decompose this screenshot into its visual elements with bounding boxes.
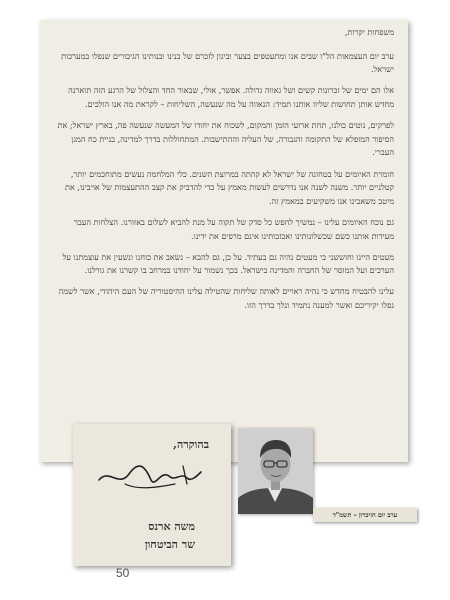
handwritten-signature [95,458,205,494]
letter-paragraph: לפרקים, נוטים כולנו, תחת ארועי הזמן והמקום, לשכוח את יחודו של המעשה שנעשה פה, בארץ ישראל; את הסיפור המופלא של התקומה והגבורה, של העליה וההתישבות. המתחוללות בדרך למדינה, בניית כח המגן העברי. [57,120,394,158]
signature-closing: בהוקרה, [173,438,209,451]
letter-paragraph: עלינו להבטיח מחדש כי נהיה ראויים לאותה שליחות שהטילה עלינו ההיסטוריה של העם היהודי, אשר לשמה נפלו יקיריכם ואשר למענה נתמיד ונלך בדרך הזו. [58,286,394,311]
signature-card [73,424,231,566]
letter-paragraph: מעטים היינו וחוששני כי מעטים נהיה גם בעתיד. על כן, גם להבא – נשאב את כוחנו ונשעין את עוצמתנו על הערכים ועל המוסר של החברה והמדינה בישראל. בכך נשמור על יחודנו במרחב בו קשרנו את גורלנו. [62,251,394,276]
letter-salutation: משפחות יקרות, [344,27,394,37]
portrait-image [238,428,313,514]
portrait-photo [238,428,313,514]
letter-paragraph: אלו הם ימים של זכרונות קשים ושל גאווה גדולה. אפשר, אולי, שבאור החד והצלול של הרגע הזה תוארנה מחדש אותן תחושות שליוו אותנו תמיד: הנאווה על מה שנעשה, השליחות – לקראת מה אנו הולכים. [68,85,394,109]
photo-caption: ערב יום הזיכרון – תשמ"ד [313,508,417,522]
letter-paragraph: ערב יום העצמאות הל"ו שבים אנו ומתעטפים בצער וביגון לזכרם של בנינו ובנותינו הגיבורים שנפלו במערכות ישראל. [61,50,394,75]
letter-document [40,20,408,462]
letter-body [54,26,394,320]
signer-title: שר הביטחון [144,538,195,551]
letter-paragraph: חומרת האיומים על בטחונה של ישראל לא קהתה במרוצת השנים. כלי המלחמה נעשים מתוחכמים יותר, קטלניים יותר. משנה לשנה אנו נדרשים לעשות מאמץ על כדי להדביק את קצב ההתעצמות של אויבינו, את מיטב משאבינו אנו משקיעים במאמץ זה. [65,168,394,206]
signer-name: משה ארנס [148,520,195,533]
page-number: 50 [116,566,130,580]
letter-paragraph: גם נוכח האיומים עלינו – נמשיך לחפש כל סדק של תקוה על מנת להביא לשלום באזורנו. הצלחות העבר מעידות אותנו כשם שכשלונותינו ואכזבותינו אינם מרפים את ידינו. [73,216,394,241]
